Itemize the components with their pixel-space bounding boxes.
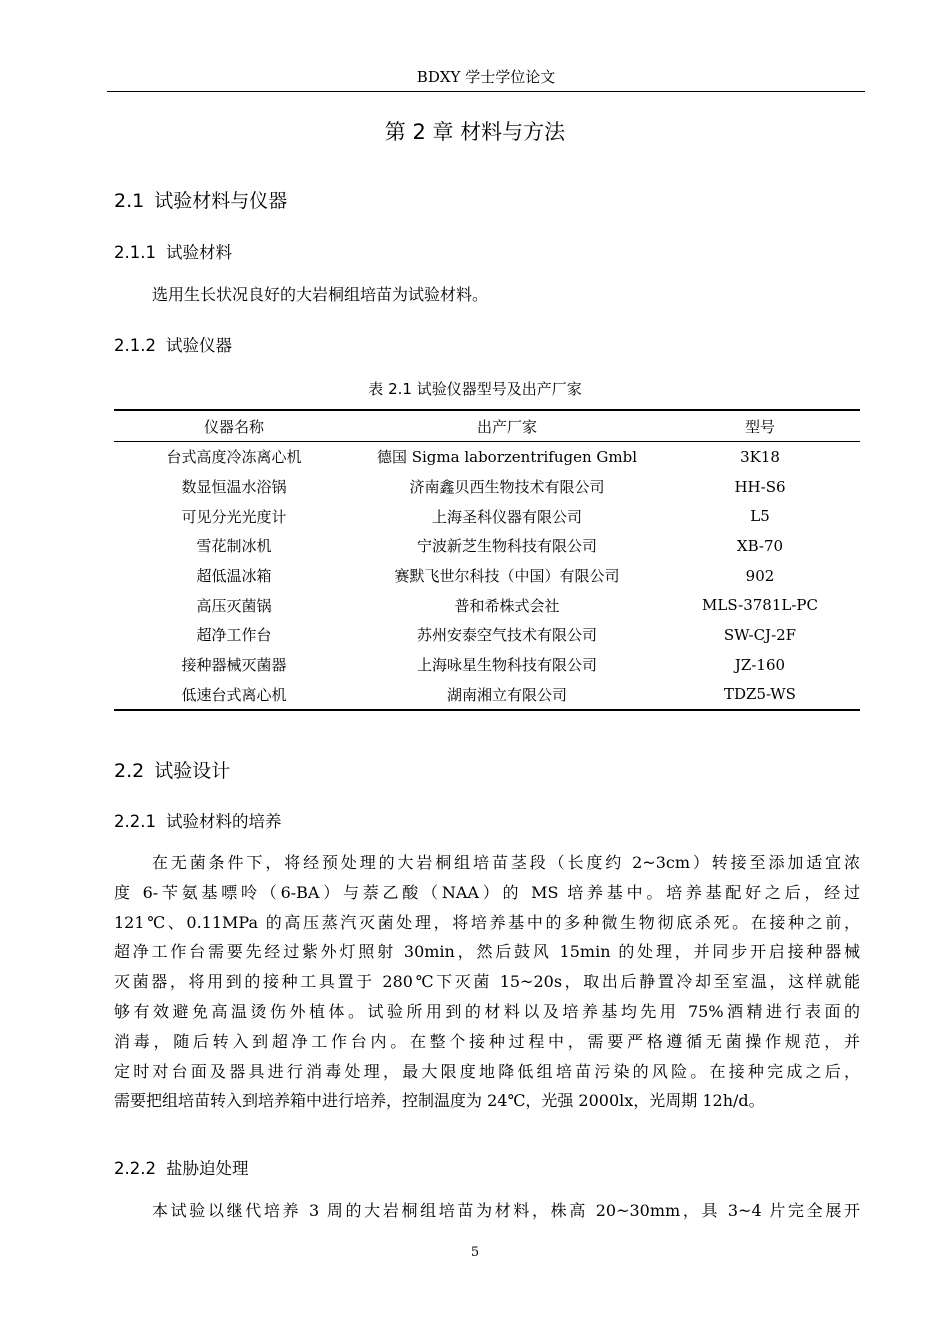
table-caption: 表 2.1 试验仪器型号及出产厂家 — [368, 380, 582, 398]
cell-manufacturer: 湖南湘立有限公司 — [354, 680, 660, 711]
paragraph-line: 超净工作台需要先经过紫外灯照射 30min，然后鼓风 15min 的处理，并同步开启接种器械 — [114, 942, 860, 962]
cell-name: 接种器械灭菌器 — [181, 656, 287, 675]
table-row — [114, 650, 860, 680]
section-title: 盐胁迫处理 — [165, 1159, 249, 1178]
section-heading-2-1 — [114, 188, 287, 214]
paragraph-text: 选用生长状况良好的大岩桐组培苗为试验材料。 — [152, 285, 489, 304]
paragraph-culture — [114, 848, 860, 1116]
cell-name: 数显恒温水浴锅 — [181, 478, 287, 497]
cell-model: MLS-3781L-PC — [702, 596, 818, 615]
cell-name: 高压灭菌锅 — [196, 596, 272, 615]
paragraph-line: 消毒，随后转入到超净工作台内。在整个接种过程中，需要严格遵循无菌操作规范，并 — [114, 1031, 860, 1051]
section-title: 试验材料与仪器 — [154, 190, 288, 212]
cell-name: 低速台式离心机 — [114, 680, 354, 711]
paragraph-line: 在无菌条件下，将经预处理的大岩桐组培苗茎段（长度约 2~3cm）转接至添加适宜浓 — [152, 853, 860, 872]
section-heading-2-1-2 — [114, 335, 232, 357]
paragraph-line: 够有效避免高温烫伤外植体。试验所用到的材料以及培养基均先用 75%酒精进行表面的 — [114, 1001, 860, 1021]
table-row — [114, 561, 860, 591]
section-heading-2-2-2 — [114, 1158, 248, 1180]
column-header-model: 型号 — [660, 410, 860, 442]
table-row — [114, 590, 860, 620]
paragraph-line: 需要把组培苗转入到培养箱中进行培养，控制温度为 24℃，光强 2000lx，光周期 12h/d。 — [114, 1091, 765, 1111]
column-header-manufacturer: 出产厂家 — [354, 410, 660, 442]
paragraph-line: 度 6-苄氨基嘌呤（6-BA）与萘乙酸（NAA）的 MS 培养基中。培养基配好之后，经过 — [114, 882, 860, 902]
cell-manufacturer: 宁波新芝生物科技有限公司 — [416, 537, 597, 556]
paragraph-line: 定时对台面及器具进行消毒处理，最大限度地降低组培苗污染的风险。在接种完成之后， — [114, 1061, 860, 1081]
section-title: 试验材料的培养 — [165, 812, 282, 831]
table-header-row — [114, 410, 860, 442]
table-row — [114, 620, 860, 650]
table-row — [114, 442, 860, 472]
column-header-name: 仪器名称 — [114, 410, 354, 442]
section-number: 2.2.2 — [114, 1159, 156, 1178]
section-number: 2.1.2 — [114, 336, 156, 355]
table-row — [114, 531, 860, 561]
cell-manufacturer: 德国 Sigma laborzentrifugen Gmbl — [376, 448, 638, 467]
section-number: 2.2 — [114, 760, 145, 782]
cell-name: 雪花制冰机 — [196, 537, 272, 556]
cell-manufacturer: 上海咏星生物科技有限公司 — [416, 656, 597, 675]
section-number: 2.1 — [114, 190, 145, 212]
cell-name: 超净工作台 — [196, 626, 272, 645]
section-heading-2-1-1 — [114, 242, 232, 264]
table-row — [114, 472, 860, 502]
table-row — [114, 501, 860, 531]
cell-model: 902 — [745, 566, 775, 585]
cell-manufacturer: 苏州安泰空气技术有限公司 — [416, 626, 597, 645]
section-heading-2-2-1 — [114, 811, 281, 833]
cell-name: 可见分光光度计 — [181, 507, 287, 526]
paragraph-line: 灭菌器，将用到的接种工具置于 280℃下灭菌 15~20s，取出后静置冷却至室温，这样就能 — [114, 972, 860, 992]
section-title: 试验仪器 — [165, 336, 232, 355]
cell-model: 3K18 — [740, 447, 780, 466]
cell-model: TDZ5-WS — [660, 680, 860, 711]
paragraph-line: 121℃、0.11MPa 的高压蒸汽灭菌处理，将培养基中的多种微生物彻底杀死。在接种之前， — [114, 912, 860, 932]
cell-manufacturer: 赛默飞世尔科技（中国）有限公司 — [394, 567, 620, 586]
cell-manufacturer: 普和希株式会社 — [454, 596, 560, 615]
cell-model: JZ-160 — [734, 655, 786, 674]
chapter-title: 第 2 章 材料与方法 — [384, 120, 566, 144]
paragraph-materials — [114, 280, 860, 310]
section-title: 试验设计 — [154, 760, 231, 782]
cell-model: SW-CJ-2F — [723, 625, 797, 644]
cell-name: 台式高度冷冻离心机 — [166, 448, 302, 467]
page-number: 5 — [470, 1245, 480, 1260]
section-heading-2-2 — [114, 758, 230, 784]
cell-manufacturer: 济南鑫贝西生物技术有限公司 — [409, 478, 605, 497]
paragraph-salt-stress — [114, 1196, 860, 1226]
cell-manufacturer: 上海圣科仪器有限公司 — [431, 507, 582, 526]
section-number: 2.1.1 — [114, 243, 156, 262]
cell-name: 超低温冰箱 — [196, 567, 272, 586]
header-rule — [107, 91, 865, 92]
paragraph-line: 本试验以继代培养 3 周的大岩桐组培苗为材料，株高 20~30mm，具 3~4 片完全展开 — [152, 1201, 860, 1220]
section-title: 试验材料 — [165, 243, 232, 262]
cell-model: L5 — [750, 507, 770, 526]
cell-model: XB-70 — [736, 536, 784, 555]
cell-model: HH-S6 — [734, 477, 786, 496]
instrument-table — [114, 409, 860, 711]
table-row — [114, 680, 860, 711]
running-header: BDXY 学士学位论文 — [416, 68, 556, 86]
section-number: 2.2.1 — [114, 812, 156, 831]
